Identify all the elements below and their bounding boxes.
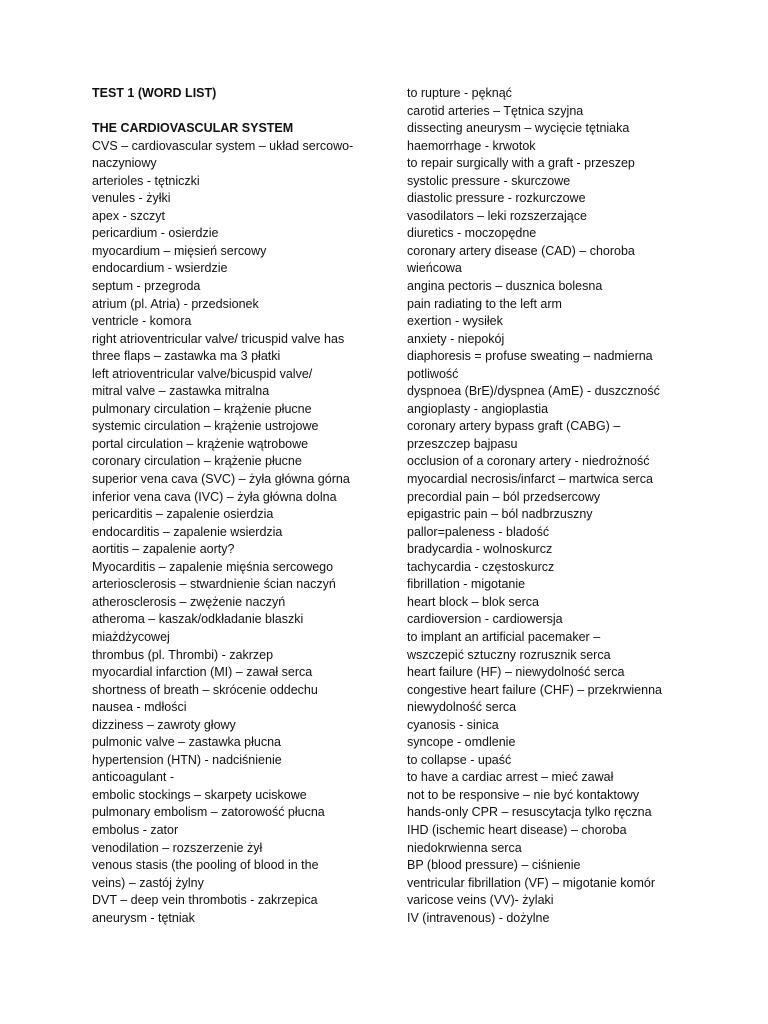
word-list-line: superior vena cava (SVC) – żyła główna górna	[92, 472, 350, 487]
word-list-line: nausea - mdłości	[92, 700, 187, 715]
word-list-line: endocardium - wsierdzie	[92, 261, 228, 276]
word-list-line: left atrioventricular valve/bicuspid valve/	[92, 366, 313, 381]
word-list-line: myocardium – mięsień sercowy	[92, 243, 267, 258]
word-list-line: pulmonary circulation – krążenie płucne	[92, 401, 312, 416]
word-list-line: aortitis – zapalenie aorty?	[92, 542, 235, 557]
word-list-line: miażdżycowej	[92, 629, 170, 644]
word-list-line: angioplasty - angioplastia	[407, 401, 549, 416]
word-list-line: pallor=paleness - bladość	[407, 524, 550, 539]
word-list-line: arteriosclerosis – stwardnienie ścian naczyń	[92, 577, 336, 592]
blank-line	[92, 103, 392, 121]
word-list-line: tachycardia - częstoskurcz	[407, 559, 555, 574]
word-list-line: to implant an artificial pacemaker –	[407, 629, 601, 644]
word-list-line: shortness of breath – skrócenie oddechu	[92, 682, 318, 697]
word-list-line: ventricular fibrillation (VF) – migotanie komór	[407, 875, 656, 890]
word-list-line: wieńcowa	[407, 261, 462, 276]
word-list-line: carotid arteries – Tętnica szyjna	[407, 103, 584, 118]
word-list-line: Myocarditis – zapalenie mięśnia sercowego	[92, 559, 334, 574]
word-list-line: angina pectoris – dusznica bolesna	[407, 279, 603, 294]
word-list-line: embolus - zator	[92, 822, 179, 837]
word-list-line: coronary circulation – krążenie płucne	[92, 454, 302, 469]
word-list-line: hands-only CPR – resuscytacja tylko ręczna	[407, 805, 652, 820]
word-list-line: diaphoresis = profuse sweating – nadmierna	[407, 349, 653, 364]
word-list-line: veins) – zastój żylny	[92, 875, 204, 890]
word-list-line: wszczepić sztuczny rozrusznik serca	[407, 647, 611, 662]
word-list-line: dyspnoea (BrE)/dyspnea (AmE) - duszczność	[407, 384, 660, 399]
word-list-line: pericarditis – zapalenie osierdzia	[92, 507, 274, 522]
word-list-line: heart block – blok serca	[407, 594, 540, 609]
word-list-line: pulmonic valve – zastawka płucna	[92, 735, 281, 750]
word-list-line: BP (blood pressure) – ciśnienie	[407, 858, 581, 873]
word-list-line: bradycardia - wolnoskurcz	[407, 542, 553, 557]
word-list-line: heart failure (HF) – niewydolność serca	[407, 665, 625, 680]
word-list-line: not to be responsive – nie być kontaktowy	[407, 787, 640, 802]
right-word-list	[407, 85, 757, 927]
word-list-line: dizziness – zawroty głowy	[92, 717, 236, 732]
word-list-line: naczyniowy	[92, 156, 157, 171]
word-list-line: septum - przegroda	[92, 279, 201, 294]
document-title: TEST 1 (WORD LIST)	[92, 86, 217, 100]
word-list-line: diastolic pressure - rozkurczowe	[407, 191, 586, 206]
word-list-line: hypertension (HTN) - nadciśnienie	[92, 752, 282, 767]
word-list-line: diuretics - moczopędne	[407, 226, 537, 241]
word-list-line: to collapse - upaść	[407, 752, 512, 767]
left-word-list	[92, 138, 392, 928]
word-list-line: anticoagulant -	[92, 770, 175, 785]
word-list-line: haemorrhage - krwotok	[407, 138, 536, 153]
word-list-line: pulmonary embolism – zatorowość płucna	[92, 805, 325, 820]
word-list-line: syncope - omdlenie	[407, 735, 516, 750]
word-list-line: pericardium - osierdzie	[92, 226, 219, 241]
word-list-line: cardioversion - cardiowersja	[407, 612, 563, 627]
word-list-line: precordial pain – ból przedsercowy	[407, 489, 601, 504]
word-list-line: venous stasis (the pooling of blood in the	[92, 858, 319, 873]
word-list-line: vasodilators – leki rozszerzające	[407, 208, 587, 223]
word-list-line: venodilation – rozszerzenie żył	[92, 840, 263, 855]
word-list-line: portal circulation – krążenie wątrobowe	[92, 436, 309, 451]
word-list-line: przeszczep bajpasu	[407, 436, 518, 451]
word-list-line: atrium (pl. Atria) - przedsionek	[92, 296, 259, 311]
word-list-line: congestive heart failure (CHF) – przekrwienna	[407, 682, 662, 697]
word-list-line: IHD (ischemic heart disease) – choroba	[407, 822, 627, 837]
word-list-line: dissecting aneurysm – wycięcie tętniaka	[407, 121, 630, 136]
word-list-line: potliwość	[407, 366, 459, 381]
word-list-line: occlusion of a coronary artery - niedrożność	[407, 454, 650, 469]
word-list-line: coronary artery bypass graft (CABG) –	[407, 419, 621, 434]
word-list-line: IV (intravenous) - dożylne	[407, 910, 550, 925]
word-list-line: mitral valve – zastawka mitralna	[92, 384, 270, 399]
word-list-line: epigastric pain – ból nadbrzuszny	[407, 507, 593, 522]
word-list-line: endocarditis – zapalenie wsierdzia	[92, 524, 283, 539]
left-column	[92, 85, 392, 927]
word-list-line: exertion - wysiłek	[407, 314, 503, 329]
word-list-line: systemic circulation – krążenie ustrojowe	[92, 419, 319, 434]
word-list-line: to have a cardiac arrest – mieć zawał	[407, 770, 614, 785]
word-list-line: systolic pressure - skurczowe	[407, 173, 571, 188]
word-list-line: niewydolność serca	[407, 700, 517, 715]
word-list-line: CVS – cardiovascular system – układ sercowo-	[92, 138, 354, 153]
word-list-line: cyanosis - sinica	[407, 717, 499, 732]
word-list-line: inferior vena cava (IVC) – żyła główna dolna	[92, 489, 337, 504]
word-list-line: anxiety - niepokój	[407, 331, 505, 346]
word-list-line: aneurysm - tętniak	[92, 910, 195, 925]
word-list-line: arterioles - tętniczki	[92, 173, 200, 188]
word-list-line: myocardial infarction (MI) – zawał serca	[92, 665, 313, 680]
word-list-line: embolic stockings – skarpety uciskowe	[92, 787, 307, 802]
word-list-line: apex - szczyt	[92, 208, 165, 223]
word-list-line: varicose veins (VV)- żylaki	[407, 893, 554, 908]
word-list-line: fibrillation - migotanie	[407, 577, 526, 592]
word-list-line: to repair surgically with a graft - przeszep	[407, 156, 635, 171]
word-list-line: thrombus (pl. Thrombi) - zakrzep	[92, 647, 274, 662]
word-list-line: venules - żyłki	[92, 191, 171, 206]
word-list-line: DVT – deep vein thrombotis - zakrzepica	[92, 893, 318, 908]
word-list-line: pain radiating to the left arm	[407, 296, 562, 311]
word-list-line: atheroma – kaszak/odkładanie blaszki	[92, 612, 304, 627]
word-list-line: myocardial necrosis/infarct – martwica serca	[407, 472, 653, 487]
word-list-line: ventricle - komora	[92, 314, 192, 329]
word-list-line: niedokrwienna serca	[407, 840, 522, 855]
section-title: THE CARDIOVASCULAR SYSTEM	[92, 121, 294, 136]
word-list-line: atherosclerosis – zwężenie naczyń	[92, 594, 286, 609]
word-list-line: to rupture - pęknąć	[407, 86, 512, 100]
word-list-line: right atrioventricular valve/ tricuspid valve has	[92, 331, 345, 346]
word-list-line: coronary artery disease (CAD) – choroba	[407, 243, 635, 258]
word-list-line: three flaps – zastawka ma 3 płatki	[92, 349, 281, 364]
right-column	[407, 85, 757, 927]
